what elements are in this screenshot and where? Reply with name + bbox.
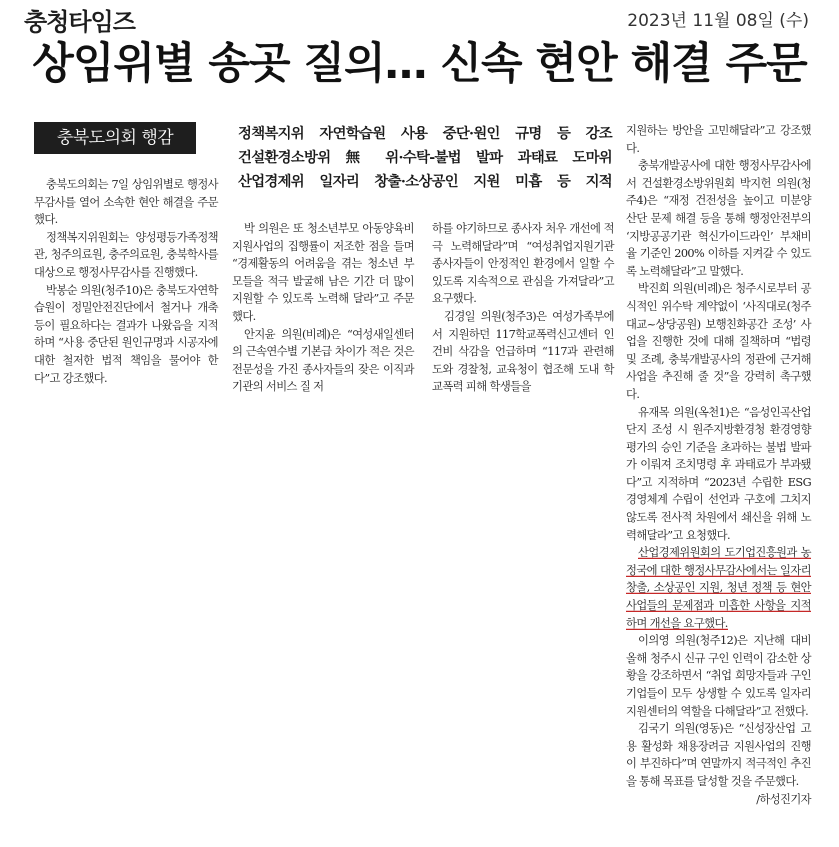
paragraph: 이의영 의원(청주12)은 지난해 대비 올해 청주시 신규 구인 인력이 감소한 상황을 강조하면서 “취업 희망자들과 구인기업들이 모두 상생할 수 있도록 일자리지원센터의 역할을 다해달라”고 전했다.: [626, 634, 811, 718]
red-underline-highlight: 산업경제위원회의 도기업진흥원과 농정국에 대한 행정사무감사에서는 일자리 창출, 소상공인 지원, 청년 정책 등 현안 사업들의 문제점과 미흡한 사항을 지적하며 개선을 요구했다.: [626, 546, 811, 630]
subheadline-3: 산업경제위 일자리 창출·소상공인 지원 미흡 등 지적: [238, 173, 612, 190]
paragraph: 박봉순 의원(청주10)은 충북도자연학습원이 정밀안전진단에서 철거나 개축 등이 필요하다는 결과가 나왔음을 지적하며 “사용 중단된 원인규명과 시공자에 대한 철저한 법적 책임을 물어야 한다”고 강조했다.: [34, 283, 218, 385]
paragraph: 충북도의회는 7일 상임위별로 행정사무감사를 열어 소속한 현안 해결을 주문했다.: [34, 178, 218, 227]
byline: /하성진기자: [756, 792, 811, 806]
section-label: 충북도의회 행감: [34, 122, 196, 154]
paragraph: 김경일 의원(청주3)은 여성가족부에서 지원하던 117학교폭력신고센터 인건비 삭감을 언급하며 “117과 관련해 도와 경찰청, 교육청이 협조해 도내 학교폭력 피해 학생들을: [432, 309, 614, 394]
issue-date: 2023년 11월 08일 (수): [627, 11, 809, 31]
subheadline-2: 건설환경소방위 無 위·수탁-불법 발파 과태료 도마위: [238, 149, 612, 166]
headline: 상임위별 송곳 질의… 신속 현안 해결 주문: [32, 39, 807, 89]
subheadline-1: 정책복지위 자연학습원 사용 중단·원인 규명 등 강조: [238, 125, 612, 142]
article-column-2: [232, 220, 414, 396]
paragraph-continued: 지원하는 방안을 고민해달라”고 강조했다.: [626, 124, 811, 155]
paragraph: 박 의원은 또 청소년부모 아동양육비 지원사업의 집행률이 저조한 점을 들며 “경제활동의 어려움을 겪는 청소년 부모들을 적극 발굴해 남은 기간 더 많이 지원할 수 있도록 노력해 달라”고 주문했다.: [232, 222, 414, 323]
article-column-4: [626, 122, 811, 808]
paragraph: 충북개발공사에 대한 행정사무감사에서 건설환경소방위원회 박지헌 의원(청주4)은 “재정 건전성을 높이고 미분양 산단 문제 해결 등을 통해 행정안전부의 ‘지방공공기관 혁신가이드라인’ 부채비율 기준인 200% 이하를 지켜갈 수 있도록 노력해달라”고 말했다.: [626, 159, 811, 278]
paragraph: 유재목 의원(옥천1)은 “음성인곡산업단지 조성 시 원주지방환경청 환경영향평가의 승인 기준을 초과하는 불법 발파가 이뤄져 조치명령 후 과태료가 부과됐다”고 지적하며 “2023년 수립한 ESG 경영체계 수립이 선언과 구호에 그치지 않도록 전사적 차원에서 쇄신을 위해 노력해달라”고 요청했다.: [626, 405, 811, 542]
paragraph: 김국기 의원(영동)은 “신성장산업 고용 활성화 채용장려금 지원사업의 진행이 부진하다”며 연말까지 적극적인 추진을 통해 목표를 달성할 것을 주문했다.: [626, 722, 811, 788]
masthead-logo: 충청타임즈: [24, 8, 135, 36]
paragraph-continued: 하를 야기하므로 종사자 처우 개선에 적극 노력해달라”며 “여성취업지원기관 종사자들이 안정적인 환경에서 일할 수 있도록 지속적으로 관심을 가져달라”고 요구했다.: [432, 222, 614, 306]
subheadline-group: [238, 122, 612, 194]
article-column-1: [34, 176, 218, 387]
paragraph: 박진희 의원(비례)은 청주시로부터 공식적인 위수탁 계약없이 ‘사직대로(청주대교~상당공원) 보행친화공간 조성’ 사업을 진행한 것에 대해 질책하며 “법령 및 조례, 충북개발공사의 정관에 근거해 사업을 추진해 줄 것”을 강력히 촉구했다.: [626, 282, 811, 401]
highlighted-paragraph: [626, 544, 811, 632]
paragraph: 정책복지위원회는 양성평등가족정책관, 청주의료원, 충주의료원, 충북학사를 대상으로 행정사무감사를 진행했다.: [34, 230, 218, 279]
paragraph: 안지윤 의원(비례)은 “여성새일센터의 근속연수별 기본급 차이가 적은 것은 전문성을 가진 종사자들의 잦은 이직과 기관의 서비스 질 저: [232, 327, 414, 394]
article-column-3: [432, 220, 614, 396]
